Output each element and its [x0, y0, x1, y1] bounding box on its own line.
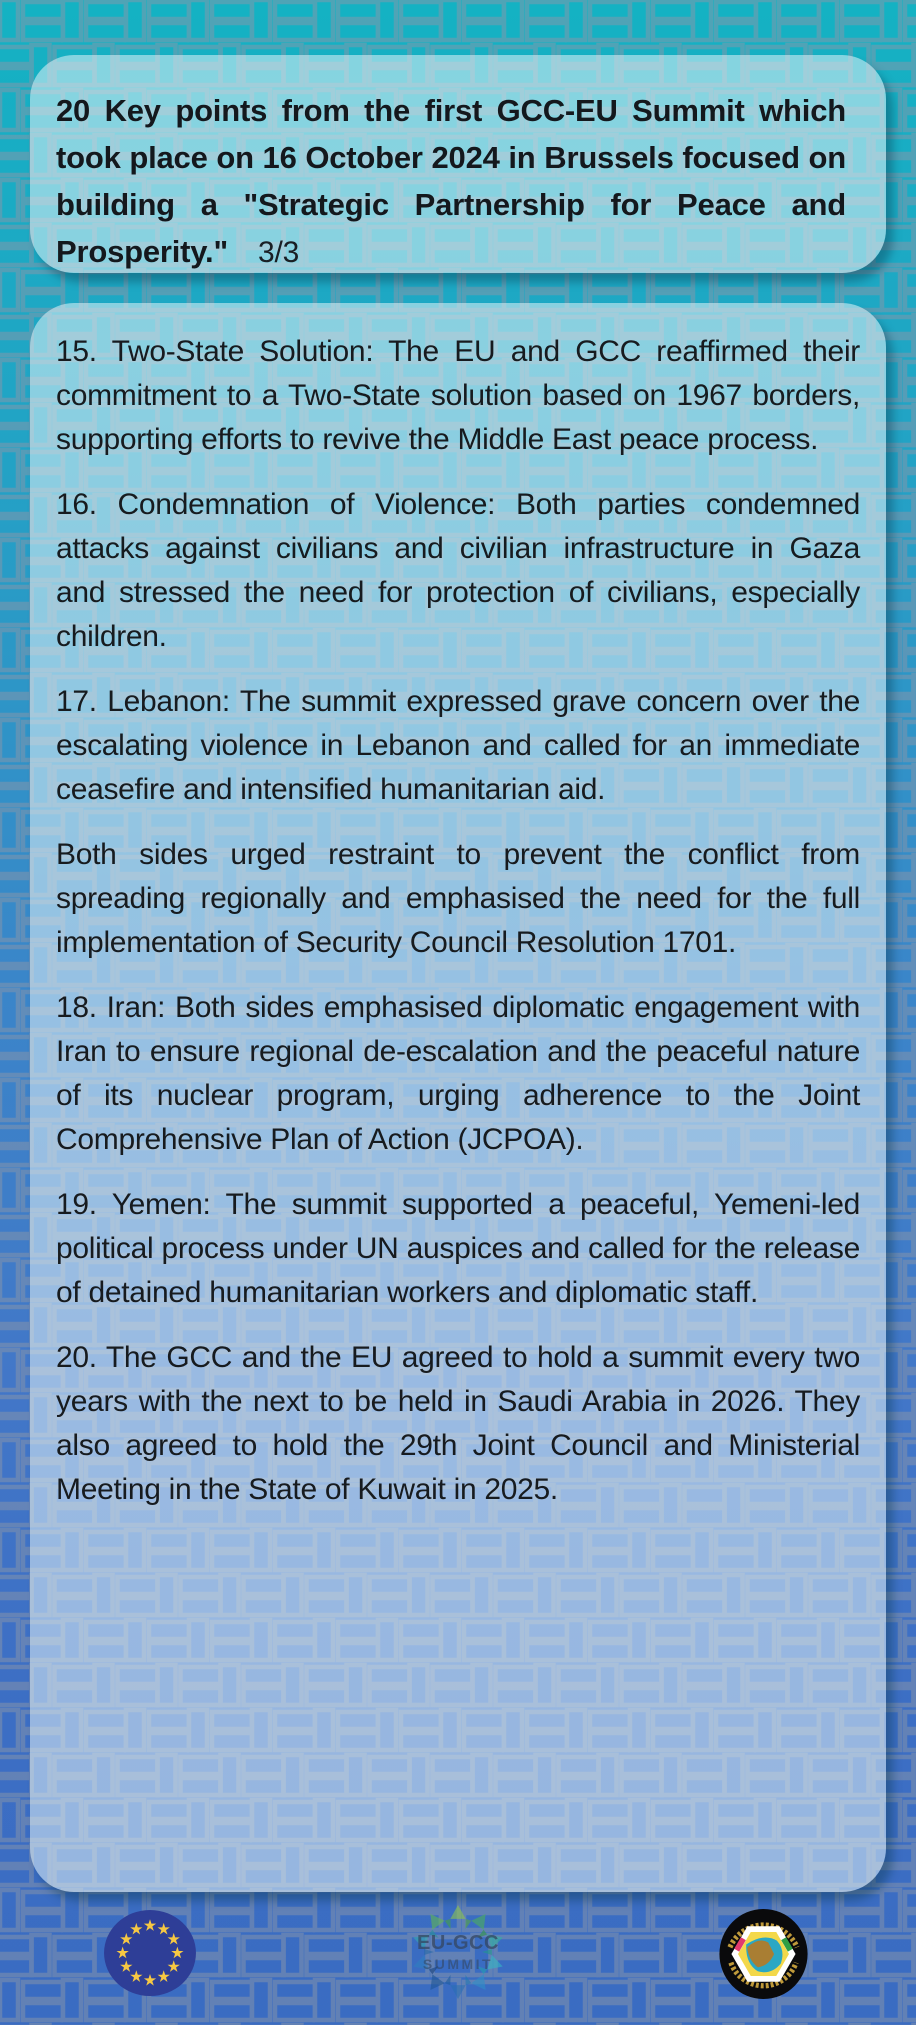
gcc-emblem-logo	[717, 1908, 810, 2000]
point-paragraph: 18. Iran: Both sides emphasised diplomatic engagement with Iran to ensure regional de-escalation and the peaceful nature of its nuclear program, urging adherence to the Joint Comprehensive Plan of Action (JCPOA).	[56, 991, 860, 1156]
page-title: 20 Key points from the first GCC-EU Summit which took place on 16 October 2024 in Brussels focused on building a "Strategic Partnership for Peace and Prosperity."	[56, 93, 846, 269]
content-card	[30, 303, 886, 1892]
summit-star-icon	[408, 1902, 508, 2002]
summit-logo-line1: EU-GCC	[417, 1932, 499, 1954]
point-paragraph: Both sides urged restraint to prevent the conflict from spreading regionally and emphasised the need for the full implementation of Security Council Resolution 1701.	[56, 838, 860, 959]
header-text	[56, 87, 846, 276]
eu-flag-logo	[103, 1910, 197, 1998]
key-points-list	[56, 330, 860, 1512]
summit-logo-line2: SUMMIT	[422, 1956, 494, 1972]
eu-gcc-summit-logo	[408, 1902, 508, 2002]
page-indicator: 3/3	[257, 236, 300, 269]
point-paragraph: 17. Lebanon: The summit expressed grave concern over the escalating violence in Lebanon and called for an immediate ceasefire and intensified humanitarian aid.	[56, 685, 860, 806]
point-paragraph: 19. Yemen: The summit supported a peaceful, Yemeni-led political process under UN auspices and called for the release of detained humanitarian workers and diplomatic staff.	[56, 1188, 860, 1309]
point-paragraph: 20. The GCC and the EU agreed to hold a summit every two years with the next to be held in Saudi Arabia in 2026. They also agreed to hold the 29th Joint Council and Ministerial Meeting in the State of Kuwait in 2025.	[56, 1341, 860, 1506]
header-card	[30, 55, 886, 273]
point-paragraph: 16. Condemnation of Violence: Both parties condemned attacks against civilians and civilian infrastructure in Gaza and stressed the need for protection of civilians, especially children.	[56, 488, 860, 653]
footer-logos	[0, 1900, 916, 2010]
point-paragraph: 15. Two-State Solution: The EU and GCC reaffirmed their commitment to a Two-State solution based on 1967 borders, supporting efforts to revive the Middle East peace process.	[56, 335, 860, 456]
